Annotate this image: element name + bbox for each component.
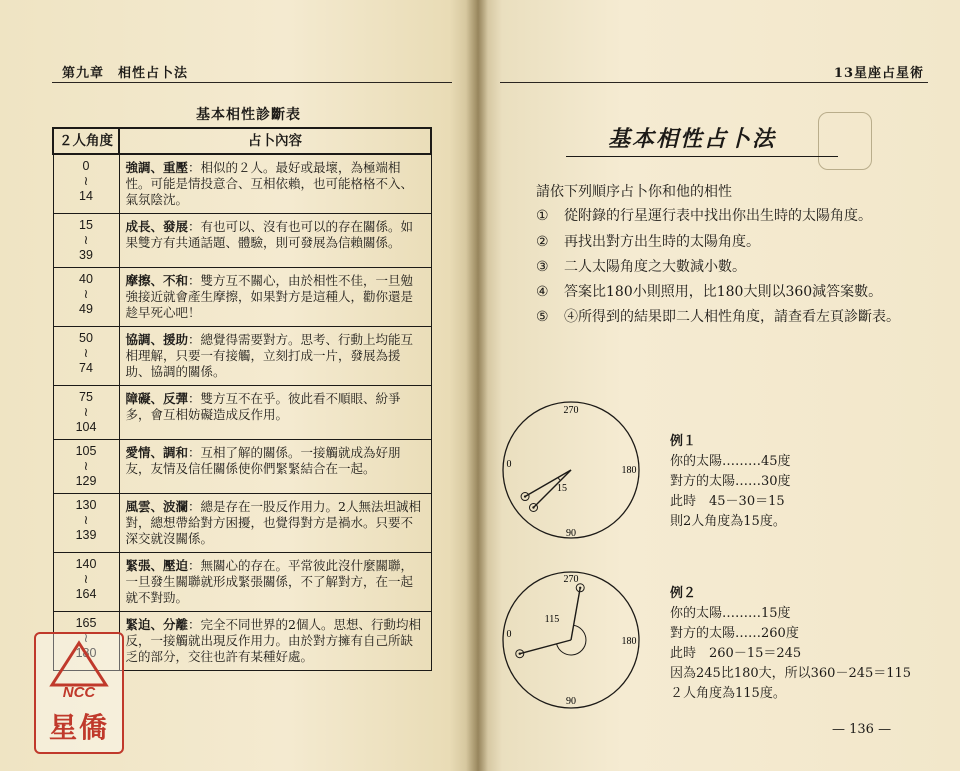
angle-to: 74	[79, 361, 93, 375]
content-text: ：完全不同世界的2個人。思想、行動均相反，一接觸就出現反作用力。由於對方擁有自己所缺乏的部分，交往也許有某種好處。	[125, 617, 421, 664]
sun-you-hand	[520, 640, 571, 654]
content-text: ：雙方互不關心，由於相性不佳，一旦勉強接近就會產生摩擦，如果對方是這種人，勸你還是趁早死心吧！	[125, 273, 414, 320]
example2-line: ２人角度為115度。	[670, 686, 786, 701]
section-title: 基本相性占卜法	[608, 126, 777, 152]
example2-text	[670, 584, 911, 704]
table-row	[53, 494, 431, 553]
angle-range-cell	[53, 214, 119, 268]
angle-range-cell	[53, 268, 119, 327]
divination-content-cell	[119, 154, 431, 214]
example2-line: 因為245比180大，所以360－245＝115	[670, 666, 912, 681]
example1-line: 對方的太陽……30度	[670, 474, 791, 489]
content-text: ：雙方互不在乎。彼此看不順眼、紛爭多，會互相妨礙造成反作用。	[125, 391, 401, 422]
step-3	[536, 255, 906, 279]
dial-label-bottom: 90	[566, 528, 576, 539]
angle-to: 129	[75, 474, 97, 488]
divination-content-cell	[119, 386, 431, 440]
dial-label-left: 0	[506, 629, 512, 640]
divination-content-cell	[119, 612, 431, 671]
content-text: ：無關心的存在。平常彼此沒什麼關聯，一旦發生關聯就形成緊張關係，不了解對方，在一起就不對勁。	[125, 558, 414, 605]
angle-to: 104	[75, 420, 97, 434]
faint-bleedthrough-box	[818, 112, 872, 170]
content-keyword: 摩擦、不和	[125, 273, 189, 288]
divination-content-cell	[119, 494, 431, 553]
triangle-logo-icon	[49, 640, 109, 688]
angle-to: 49	[79, 302, 93, 316]
divination-content-cell	[119, 440, 431, 494]
angle-range-cell	[53, 440, 119, 494]
step-text: 從附錄的行星運行表中找出你出生時的太陽角度。	[564, 208, 872, 224]
divination-content-cell	[119, 553, 431, 612]
table-header-row	[53, 128, 431, 154]
step-text: 答案比180小則照用，比180大則以360減答案數。	[564, 284, 883, 300]
chapter-header: 第九章 相性占卜法	[62, 66, 189, 81]
dial-angle-label: 15	[557, 483, 567, 494]
table-row	[53, 327, 431, 386]
angle-to: 39	[79, 248, 93, 262]
intro-text: 請依下列順序占卜你和他的相性	[536, 184, 732, 200]
ncc-watermark-stamp	[34, 632, 124, 754]
left-header-rule	[52, 82, 452, 83]
angle-sep: ≀	[83, 346, 89, 360]
divination-content-cell	[119, 214, 431, 268]
content-keyword: 障礙、反彈	[125, 391, 189, 406]
angle-from: 40	[79, 272, 93, 286]
example1-line: 你的太陽………45度	[670, 454, 791, 469]
table-row	[53, 440, 431, 494]
table-row	[53, 268, 431, 327]
angle-range-cell	[53, 553, 119, 612]
content-text: ：互相了解的關係。一接觸就成為好朋友，友情及信任關係使你們緊緊結合在一起。	[125, 445, 401, 476]
sun-symbol-dot	[519, 653, 521, 655]
example1-text	[670, 432, 791, 532]
angle-from: 130	[75, 498, 97, 512]
example2-title: 例２	[670, 586, 697, 601]
content-text: ：有也可以、沒有也可以的存在關係。如果雙方有共通話題、體驗，則可發展為信賴關係。	[125, 219, 414, 250]
step-text: ④所得到的結果即二人相性角度，請查看左頁診斷表。	[564, 309, 900, 325]
step-number: ①	[536, 208, 549, 224]
angle-to: 139	[75, 528, 97, 542]
page-number-right: — 136 —	[832, 722, 892, 737]
content-text: ：總覺得需要對方。思考、行動上均能互相理解，只要一有接觸，立刻打成一片，發展為援助、協調的關係。	[125, 332, 414, 379]
col-header-angle: ２人角度	[53, 128, 119, 154]
content-text: ：總是存在一股反作用力。2人無法坦誠相對，總想帶給對方困擾，也覺得對方是禍水。只要不深交就沒關係。	[125, 499, 421, 546]
content-keyword: 強調、重壓	[125, 160, 189, 175]
angle-from: 105	[75, 444, 97, 458]
content-keyword: 成長、發展	[125, 219, 189, 234]
table-row	[53, 214, 431, 268]
dial-label-top: 270	[563, 405, 579, 416]
angle-sep: ≀	[83, 287, 89, 301]
angle-range-cell	[53, 386, 119, 440]
dial-label-top: 270	[563, 574, 579, 585]
angle-sep: ≀	[83, 405, 89, 419]
sun-symbol-dot	[524, 495, 526, 497]
sun-other-hand	[571, 588, 580, 640]
angle-from: 165	[75, 616, 97, 630]
example2-line: 此時 260－15＝245	[670, 646, 802, 661]
angle-range-cell	[53, 494, 119, 553]
col-header-content: 占卜內容	[119, 128, 431, 154]
angle-from: 0	[82, 159, 90, 173]
table-row	[53, 386, 431, 440]
content-keyword: 愛情、調和	[125, 445, 189, 460]
angle-from: 140	[75, 557, 97, 571]
example1-line: 則2人角度為15度。	[670, 514, 786, 529]
angle-sep: ≀	[83, 631, 89, 645]
dial-label-right: 180	[621, 636, 637, 647]
dial-label-bottom: 90	[566, 696, 576, 707]
table-title: 基本相性診斷表	[196, 107, 301, 123]
example1-dial	[496, 398, 666, 548]
example2-dial	[496, 564, 666, 716]
book-gutter	[466, 0, 488, 771]
content-keyword: 緊迫、分離	[125, 617, 189, 632]
step-4	[536, 280, 906, 304]
dial-label-left: 0	[506, 459, 512, 470]
stamp-brand: NCC	[62, 684, 96, 701]
angle-range-cell	[53, 327, 119, 386]
content-keyword: 協調、援助	[125, 332, 189, 347]
book-header: 13星座占星術	[833, 66, 924, 81]
step-number: ③	[536, 259, 549, 275]
angle-arc	[557, 625, 586, 655]
example1-line: 此時 45－30＝15	[670, 494, 785, 509]
angle-to: 14	[79, 189, 93, 203]
dial-angle-label: 115	[544, 614, 560, 625]
angle-to: 180	[75, 646, 97, 660]
angle-from: 50	[79, 331, 93, 345]
sun-symbol-dot	[579, 587, 581, 589]
sun-symbol-dot	[532, 506, 534, 508]
example2-line: 你的太陽………15度	[670, 606, 791, 621]
compatibility-table	[52, 127, 432, 671]
divination-content-cell	[119, 327, 431, 386]
angle-sep: ≀	[83, 174, 89, 188]
right-header-rule	[500, 82, 928, 83]
step-text: 再找出對方出生時的太陽角度。	[564, 234, 760, 250]
angle-from: 15	[79, 218, 93, 232]
step-number: ⑤	[536, 309, 549, 325]
table-row	[53, 154, 431, 214]
angle-to: 164	[75, 587, 97, 601]
step-number: ②	[536, 234, 549, 250]
example2-line: 對方的太陽……260度	[670, 626, 799, 641]
angle-arc	[558, 477, 560, 480]
content-keyword: 緊張、壓迫	[125, 558, 189, 573]
step-number: ④	[536, 284, 549, 300]
example1-title: 例１	[670, 434, 697, 449]
stamp-name: 星僑	[48, 711, 109, 744]
angle-from: 75	[79, 390, 93, 404]
angle-sep: ≀	[83, 572, 89, 586]
angle-sep: ≀	[83, 459, 89, 473]
table-row	[53, 553, 431, 612]
step-1	[536, 204, 906, 228]
content-keyword: 風雲、波瀾	[125, 499, 189, 514]
divination-content-cell	[119, 268, 431, 327]
step-text: 二人太陽角度之大數減小數。	[564, 259, 746, 275]
angle-range-cell	[53, 154, 119, 214]
step-2	[536, 230, 906, 254]
content-text: ：相似的２人。最好或最壞，為極端相性。可能是情投意合、互相依賴，也可能格格不入、氣氛陰沈。	[125, 160, 414, 207]
step-5	[536, 305, 906, 329]
dial-label-right: 180	[621, 465, 637, 476]
angle-sep: ≀	[83, 513, 89, 527]
angle-sep: ≀	[83, 233, 89, 247]
section-title-rule	[566, 156, 838, 157]
